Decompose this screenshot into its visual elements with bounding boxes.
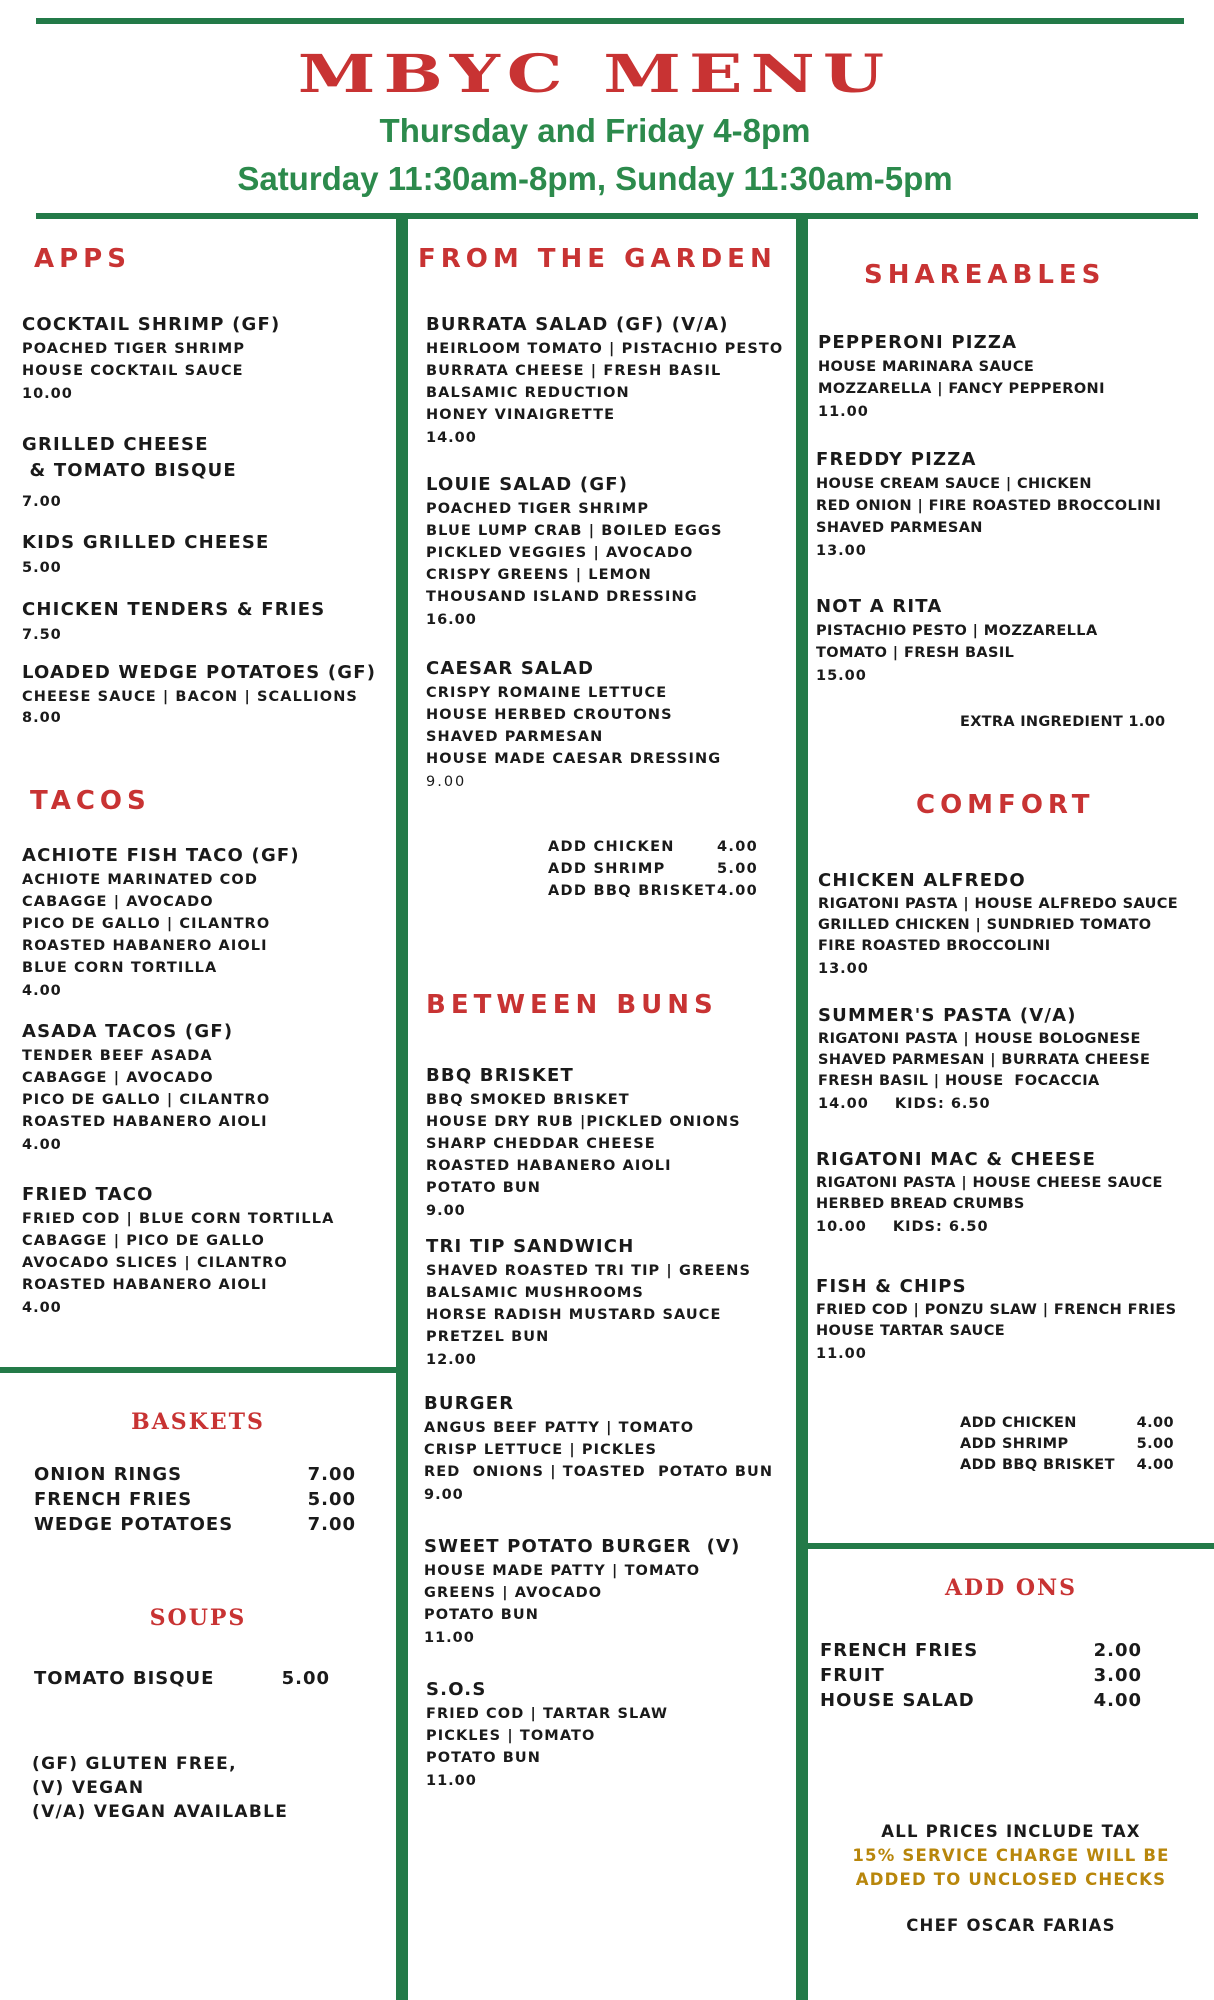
item-price: 15.00	[816, 668, 867, 684]
menu-item: FREDDY PIZZA HOUSE CREAM SAUCE | CHICKEN RED ONION | FIRE ROASTED BROCCOLINI SHAVED PARMESAN 13.00	[816, 447, 1161, 563]
menu-item: BURGER ANGUS BEEF PATTY | TOMATO CRISP LETTUCE | PICKLES RED ONIONS | TOASTED POTATO BUN 9.00	[424, 1391, 773, 1507]
tacos-heading: TACOS	[30, 786, 151, 816]
menu-item: FRIED TACO FRIED COD | BLUE CORN TORTILLA CABAGGE | PICO DE GALLO AVOCADO SLICES | CILANTRO ROASTED HABANERO AIOLI 4.00	[22, 1182, 334, 1320]
comfort-addons	[960, 1413, 1174, 1476]
buns-heading: BETWEEN BUNS	[426, 990, 718, 1020]
service-charge-note-2: ADDED TO UNCLOSED CHECKS	[855, 1870, 1167, 1889]
item-price: 9.00	[424, 1487, 464, 1503]
menu-item: LOADED WEDGE POTATOES (GF) CHEESE SAUCE | BACON | SCALLIONS 8.00	[22, 662, 377, 726]
column-divider-right	[796, 213, 808, 2000]
item-price: 4.00	[22, 1300, 62, 1316]
baskets-list	[34, 1462, 356, 1537]
item-price: 14.00	[818, 1096, 869, 1112]
menu-item: S.O.S FRIED COD | TARTAR SLAW PICKLES | TOMATO POTATO BUN 11.00	[426, 1677, 668, 1793]
item-price: 13.00	[816, 543, 867, 559]
baskets-heading: BASKETS	[131, 1409, 265, 1435]
item-price: 16.00	[426, 612, 477, 628]
diet-legend: (GF) GLUTEN FREE, (V) VEGAN (V/A) VEGAN AVAILABLE	[32, 1754, 289, 1822]
menu-item: ASADA TACOS (GF) TENDER BEEF ASADA CABAGGE | AVOCADO PICO DE GALLO | CILANTRO ROASTED HABANERO AIOLI 4.00	[22, 1019, 270, 1157]
menu-item: CHICKEN ALFREDO RIGATONI PASTA | HOUSE ALFREDO SAUCE GRILLED CHICKEN | SUNDRIED TOMATO FIRE ROASTED BROCCOLINI 13.00	[818, 868, 1178, 981]
list-item: FRUIT 3.00	[820, 1665, 1142, 1686]
menu-item: NOT A RITA PISTACHIO PESTO | MOZZARELLA TOMATO | FRESH BASIL 15.00	[816, 594, 1098, 688]
apps-heading: APPS	[34, 244, 131, 274]
hours-line-2: Saturday 11:30am-8pm, Sunday 11:30am-5pm	[237, 160, 953, 197]
item-price: 7.00	[22, 494, 62, 510]
item-price: 4.00	[22, 1137, 62, 1153]
kids-price: KIDS: 6.50	[894, 1096, 991, 1112]
menu-item: CAESAR SALAD CRISPY ROMAINE LETTUCE HOUSE HERBED CROUTONS SHAVED PARMESAN HOUSE MADE CAESAR DRESSING 9.00	[426, 656, 721, 794]
item-price: 11.00	[426, 1773, 477, 1789]
menu-item: GRILLED CHEESE & TOMATO BISQUE 7.00	[22, 432, 237, 514]
header-divider	[36, 213, 1198, 219]
service-charge-note-1: 15% SERVICE CHARGE WILL BE	[852, 1846, 1170, 1865]
menu-item: COCKTAIL SHRIMP (GF) POACHED TIGER SHRIMP HOUSE COCKTAIL SAUCE 10.00	[22, 312, 280, 406]
item-price: 4.00	[22, 983, 62, 999]
top-divider	[36, 18, 1184, 24]
item-price: 10.00	[22, 386, 73, 402]
item-price: 9.00	[426, 774, 467, 790]
tax-note: ALL PRICES INCLUDE TAX	[881, 1822, 1141, 1841]
list-item: WEDGE POTATOES 7.00	[34, 1514, 356, 1535]
list-item: HOUSE SALAD 4.00	[820, 1690, 1142, 1711]
menu-item: ACHIOTE FISH TACO (GF) ACHIOTE MARINATED COD CABAGGE | AVOCADO PICO DE GALLO | CILANTRO ROASTED HABANERO AIOLI BLUE CORN TORTILLA 4.00	[22, 843, 300, 1003]
menu-item: TRI TIP SANDWICH SHAVED ROASTED TRI TIP | GREENS BALSAMIC MUSHROOMS HORSE RADISH MUSTARD SAUCE PRETZEL BUN 12.00	[426, 1234, 751, 1372]
list-item: ADD BBQ BRISKET 4.00	[548, 883, 758, 899]
item-price: 13.00	[818, 961, 869, 977]
menu-item: PEPPERONI PIZZA HOUSE MARINARA SAUCE MOZZARELLA | FANCY PEPPERONI 11.00	[818, 330, 1105, 424]
item-price: 9.00	[426, 1203, 466, 1219]
item-price: 12.00	[426, 1352, 477, 1368]
menu-title: MBYC MENU	[297, 44, 893, 105]
item-price: 11.00	[424, 1630, 475, 1646]
item-price: 8.00	[22, 710, 62, 726]
menu-item: CHICKEN TENDERS & FRIES 7.50	[22, 597, 325, 647]
menu-item: LOUIE SALAD (GF) POACHED TIGER SHRIMP BLUE LUMP CRAB | BOILED EGGS PICKLED VEGGIES | AVOCADO CRISPY GREENS | LEMON THOUSAND ISLAND DRESSING 16.00	[426, 472, 723, 632]
soups-list	[34, 1666, 330, 1691]
menu-item: BURRATA SALAD (GF) (V/A) HEIRLOOM TOMATO | PISTACHIO PESTO BURRATA CHEESE | FRESH BASIL BALSAMIC REDUCTION HONEY VINAIGRETTE 14.00	[426, 312, 783, 450]
menu-item: FISH & CHIPS FRIED COD | PONZU SLAW | FRENCH FRIES HOUSE TARTAR SAUCE 11.00	[816, 1274, 1176, 1366]
hours-line-1: Thursday and Friday 4-8pm	[379, 112, 811, 149]
list-item: ONION RINGS 7.00	[34, 1464, 356, 1485]
right-section-divider	[808, 1543, 1214, 1549]
column-divider-left	[396, 213, 408, 2000]
addons-heading: ADD ONS	[944, 1575, 1078, 1601]
item-price: 11.00	[818, 404, 869, 420]
item-price: 10.00	[816, 1219, 867, 1235]
garden-addons	[548, 836, 758, 902]
addons-list	[820, 1638, 1142, 1713]
list-item: ADD SHRIMP 5.00	[548, 861, 758, 877]
soups-heading: SOUPS	[149, 1605, 247, 1631]
kids-price: KIDS: 6.50	[892, 1219, 989, 1235]
menu-item: BBQ BRISKET BBQ SMOKED BRISKET HOUSE DRY RUB |PICKLED ONIONS SHARP CHEDDAR CHEESE ROASTED HABANERO AIOLI POTATO BUN 9.00	[426, 1063, 741, 1223]
list-item: ADD SHRIMP 5.00	[960, 1436, 1174, 1452]
shareables-heading: SHAREABLES	[864, 260, 1106, 290]
list-item: FRENCH FRIES 2.00	[820, 1640, 1142, 1661]
item-price: 7.50	[22, 627, 62, 643]
chef-credit: CHEF OSCAR FARIAS	[906, 1916, 1116, 1935]
item-price: 5.00	[22, 560, 62, 576]
list-item: TOMATO BISQUE 5.00	[34, 1668, 330, 1689]
extra-ingredient-note: EXTRA INGREDIENT 1.00	[960, 714, 1166, 730]
list-item: ADD BBQ BRISKET 4.00	[960, 1457, 1174, 1473]
item-price: 14.00	[426, 430, 477, 446]
left-section-divider	[0, 1367, 396, 1373]
list-item: FRENCH FRIES 5.00	[34, 1489, 356, 1510]
menu-item: SUMMER'S PASTA (V/A) RIGATONI PASTA | HOUSE BOLOGNESE SHAVED PARMESAN | BURRATA CHEESE FRESH BASIL | HOUSE FOCACCIA 14.00 KIDS: 6.50	[818, 1005, 1151, 1112]
garden-heading: FROM THE GARDEN	[418, 244, 777, 274]
comfort-heading: COMFORT	[916, 790, 1095, 820]
menu-item: RIGATONI MAC & CHEESE RIGATONI PASTA | HOUSE CHEESE SAUCE HERBED BREAD CRUMBS 10.00 KIDS: 6.50	[816, 1149, 1163, 1235]
list-item: ADD CHICKEN 4.00	[548, 839, 758, 855]
menu-item: KIDS GRILLED CHEESE 5.00	[22, 530, 270, 580]
item-price: 11.00	[816, 1346, 867, 1362]
list-item: ADD CHICKEN 4.00	[960, 1415, 1174, 1431]
menu-item: SWEET POTATO BURGER (V) HOUSE MADE PATTY | TOMATO GREENS | AVOCADO POTATO BUN 11.00	[424, 1534, 741, 1650]
